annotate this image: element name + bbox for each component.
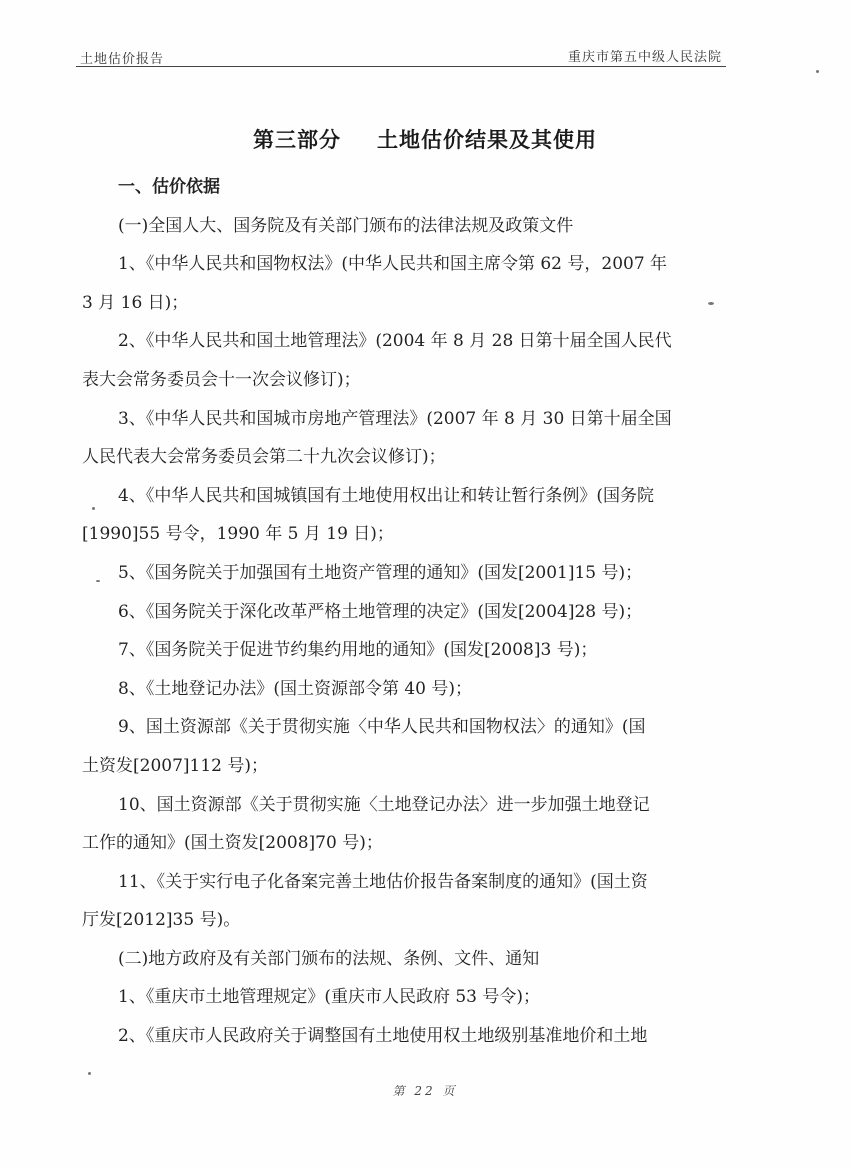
body-line: 4、《中华人民共和国城镇国有土地使用权出让和转让暂行条例》(国务院 bbox=[118, 485, 654, 506]
body-line: 1、《中华人民共和国物权法》(中华人民共和国主席令第 62 号，2007 年 bbox=[118, 254, 668, 275]
section-heading: 一、估价依据 bbox=[118, 177, 220, 197]
body-line: 表大会常务委员会十一次会议修订)； bbox=[82, 369, 361, 390]
section-name: 土地估价结果及其使用 bbox=[377, 128, 597, 152]
body-line: 工作的通知》(国土资发[2008]70 号)； bbox=[82, 833, 383, 854]
body-line: 2、《中华人民共和国土地管理法》(2004 年 8 月 28 日第十届全国人民代 bbox=[118, 331, 672, 352]
scan-speck bbox=[92, 507, 95, 510]
scan-speck bbox=[88, 1072, 91, 1075]
body-line: 2、《重庆市人民政府关于调整国有土地使用权土地级别基准地价和土地 bbox=[118, 1026, 648, 1047]
body-line: [1990]55 号令，1990 年 5 月 19 日)； bbox=[82, 524, 394, 545]
body-line: 5、《国务院关于加强国有土地资产管理的通知》(国发[2001]15 号)； bbox=[118, 562, 643, 583]
scan-speck bbox=[816, 70, 819, 73]
body-line: 10、国土资源部《关于贯彻实施〈土地登记办法〉进一步加强土地登记 bbox=[118, 794, 650, 815]
document-body bbox=[82, 168, 732, 1056]
header-court-name: 重庆市第五中级人民法院 bbox=[567, 50, 722, 65]
page-number: 第 22 页 bbox=[392, 1084, 458, 1098]
body-line: 11、《关于实行电子化备案完善土地估价报告备案制度的通知》(国土资 bbox=[118, 871, 648, 892]
header-divider bbox=[76, 66, 726, 67]
body-line: 土资发[2007]112 号)； bbox=[82, 755, 269, 776]
scan-speck bbox=[708, 302, 714, 305]
body-line: 9、国土资源部《关于贯彻实施〈中华人民共和国物权法〉的通知》(国 bbox=[118, 717, 646, 738]
body-line: 1、《重庆市土地管理规定》(重庆市人民政府 53 号令)； bbox=[118, 987, 541, 1008]
body-line: 3、《中华人民共和国城市房地产管理法》(2007 年 8 月 30 日第十届全国 bbox=[118, 408, 672, 429]
body-line: (二)地方政府及有关部门颁布的法规、条例、文件、通知 bbox=[118, 948, 540, 969]
header-report-title: 土地估价报告 bbox=[80, 52, 165, 67]
body-line: (一)全国人大、国务院及有关部门颁布的法律法规及政策文件 bbox=[118, 215, 574, 236]
body-line: 8、《土地登记办法》(国土资源部令第 40 号)； bbox=[118, 678, 473, 699]
body-line: 人民代表大会常务委员会第二十九次会议修订)； bbox=[82, 447, 446, 468]
section-title bbox=[0, 124, 850, 154]
scan-speck bbox=[96, 580, 100, 582]
section-part-label: 第三部分 bbox=[253, 128, 341, 152]
body-line: 3 月 16 日)； bbox=[82, 292, 189, 313]
body-line: 6、《国务院关于深化改革严格土地管理的决定》(国发[2004]28 号)； bbox=[118, 601, 643, 622]
body-line: 厅发[2012]35 号)。 bbox=[82, 910, 241, 931]
body-line: 7、《国务院关于促进节约集约用地的通知》(国发[2008]3 号)； bbox=[118, 640, 598, 661]
